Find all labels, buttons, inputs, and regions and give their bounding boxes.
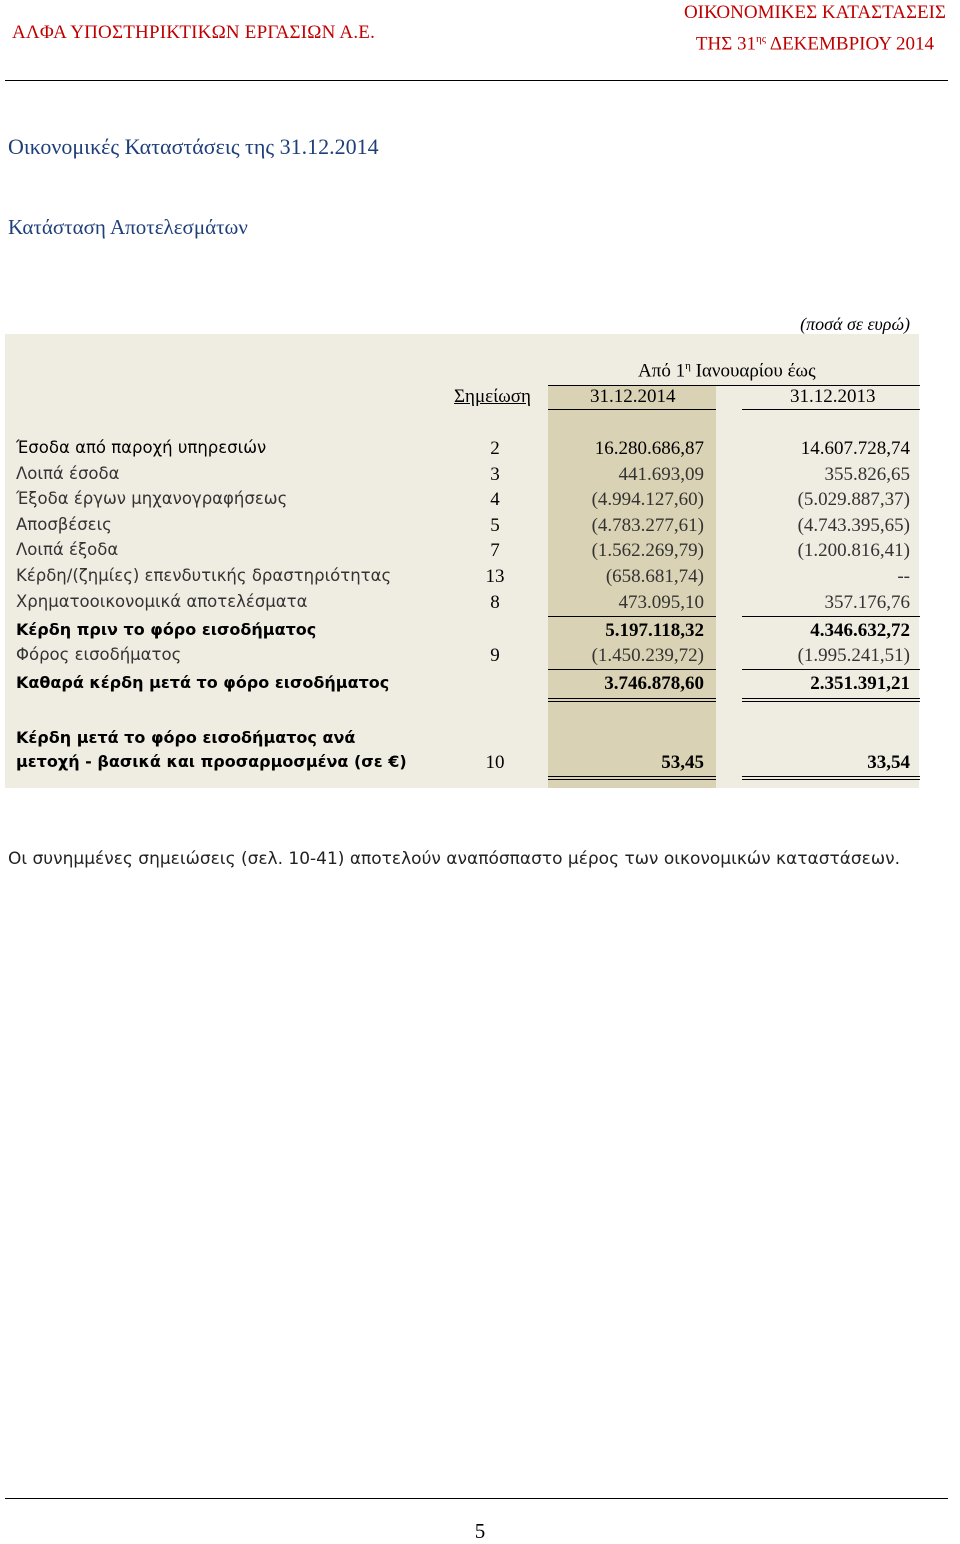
column-header-2014: 31.12.2014 [590,386,676,407]
section-title: Κατάσταση Αποτελεσμάτων [8,215,248,239]
title-line2-suffix: ΔΕΚΕΜΒΡΙΟΥ 2014 [766,33,935,55]
eps-line-2014-a [548,776,716,777]
row-label: Λοιπά έσοδα [16,464,120,483]
table-row [0,489,960,513]
subtotal-line-2013 [742,616,920,617]
column-2013-underline [742,409,920,410]
period-suffix: Ιανουαρίου έως [690,360,816,382]
eps-row-line1 [0,728,960,752]
page-title: Οικονομικές Καταστάσεις της 31.12.2014 [8,134,379,159]
row-note: 13 [485,566,505,587]
row-note: 5 [490,515,500,536]
document-title [684,0,946,57]
table-row [0,464,960,488]
row-value-2014: (1.450.239,72) [591,645,704,666]
table-row [0,566,960,590]
row-value-2013: 4.346.632,72 [810,620,910,641]
footnote: Οι συνημμένες σημειώσεις (σελ. 10-41) αποτελούν αναπόσπαστο μέρος των οικονομικών καταστάσεων. [8,849,901,869]
table-row [0,515,960,539]
row-value-2013: -- [897,566,910,587]
company-name: ΑΛΦΑ ΥΠΟΣΤΗΡΙΚΤΙΚΩΝ ΕΡΓΑΣΙΩΝ Α.Ε. [12,22,376,43]
row-note: 8 [490,592,500,613]
row-value-2014: (1.562.269,79) [591,540,704,561]
row-value-2014: (4.783.277,61) [591,515,704,536]
period-heading [638,360,816,382]
row-value-2014: 473.095,10 [618,592,704,613]
row-value-2013: (1.200.816,41) [797,540,910,561]
column-2014-underline [548,409,716,410]
period-superscript: η [685,360,691,372]
table-row-subtotal [0,620,960,644]
table-row [0,540,960,564]
row-value-2014: 5.197.118,32 [605,620,704,641]
row-label: Κέρδη/(ζημίες) επενδυτικής δραστηριότητας [16,566,392,585]
row-value-2013: 14.607.728,74 [800,438,910,459]
row-value-2014: 441.693,09 [618,464,704,485]
row-value-2014: (4.994.127,60) [591,489,704,510]
row-label: Κέρδη πριν το φόρο εισοδήματος [16,620,317,639]
column-header-2013: 31.12.2013 [790,386,876,407]
eps-value-2013: 33,54 [867,752,910,773]
table-row-total [0,673,960,697]
row-value-2013: (5.029.887,37) [797,489,910,510]
row-value-2013: 2.351.391,21 [810,673,910,694]
footer-divider [5,1498,948,1499]
row-note: 2 [490,438,500,459]
title-line2-superscript: ης [756,33,767,45]
eps-row [0,752,960,776]
title-line2-prefix: ΤΗΣ 31 [695,33,757,55]
table-row [0,645,960,669]
header-divider [5,80,948,81]
eps-note: 10 [485,752,505,773]
double-line-2014-a [548,698,716,699]
row-value-2013: 357.176,76 [824,592,910,613]
row-note: 7 [490,540,500,561]
row-value-2014: (658.681,74) [605,566,704,587]
row-note: 9 [490,645,500,666]
row-value-2013: 355.826,65 [824,464,910,485]
period-prefix: Από 1 [638,360,686,382]
subtotal-line-2014 [548,616,716,617]
table-row [0,438,960,462]
double-line-2014-b [548,701,716,702]
document-title-line1: ΟΙΚΟΝΟΜΙΚΕΣ ΚΑΤΑΣΤΑΣΕΙΣ [683,2,946,23]
table-row [0,592,960,616]
row-label: Καθαρά κέρδη μετά το φόρο εισοδήματος [16,673,390,692]
row-label: Έσοδα από παροχή υπηρεσιών [16,438,267,457]
row-label: Χρηματοοικονομικά αποτελέσματα [16,592,308,611]
double-line-2013-b [742,701,920,702]
column-header-note: Σημείωση [454,386,531,407]
row-value-2013: (4.743.395,65) [797,515,910,536]
total-line-2013 [742,669,920,670]
row-label: Έξοδα έργων μηχανογραφήσεως [16,489,288,508]
eps-line-2013-a [742,776,920,777]
eps-label-line1: Κέρδη μετά το φόρο εισοδήματος ανά [16,728,356,747]
eps-line-2014-b [548,779,716,780]
row-note: 4 [490,489,500,510]
document-title-line2 [684,26,946,57]
units-note: (ποσά σε ευρώ) [800,314,910,334]
eps-value-2014: 53,45 [661,752,704,773]
double-line-2013-a [742,698,920,699]
row-value-2014: 16.280.686,87 [594,438,704,459]
total-line-2014 [548,669,716,670]
row-label: Λοιπά έξοδα [16,540,119,559]
page-number: 5 [474,1519,486,1543]
eps-line-2013-b [742,779,920,780]
row-value-2014: 3.746.878,60 [604,673,704,694]
row-value-2013: (1.995.241,51) [797,645,910,666]
row-label: Αποσβέσεις [16,515,112,534]
row-note: 3 [490,464,500,485]
row-label: Φόρος εισοδήματος [16,645,182,664]
eps-label-line2: μετοχή - βασικά και προσαρμοσμένα (σε €) [16,752,407,771]
